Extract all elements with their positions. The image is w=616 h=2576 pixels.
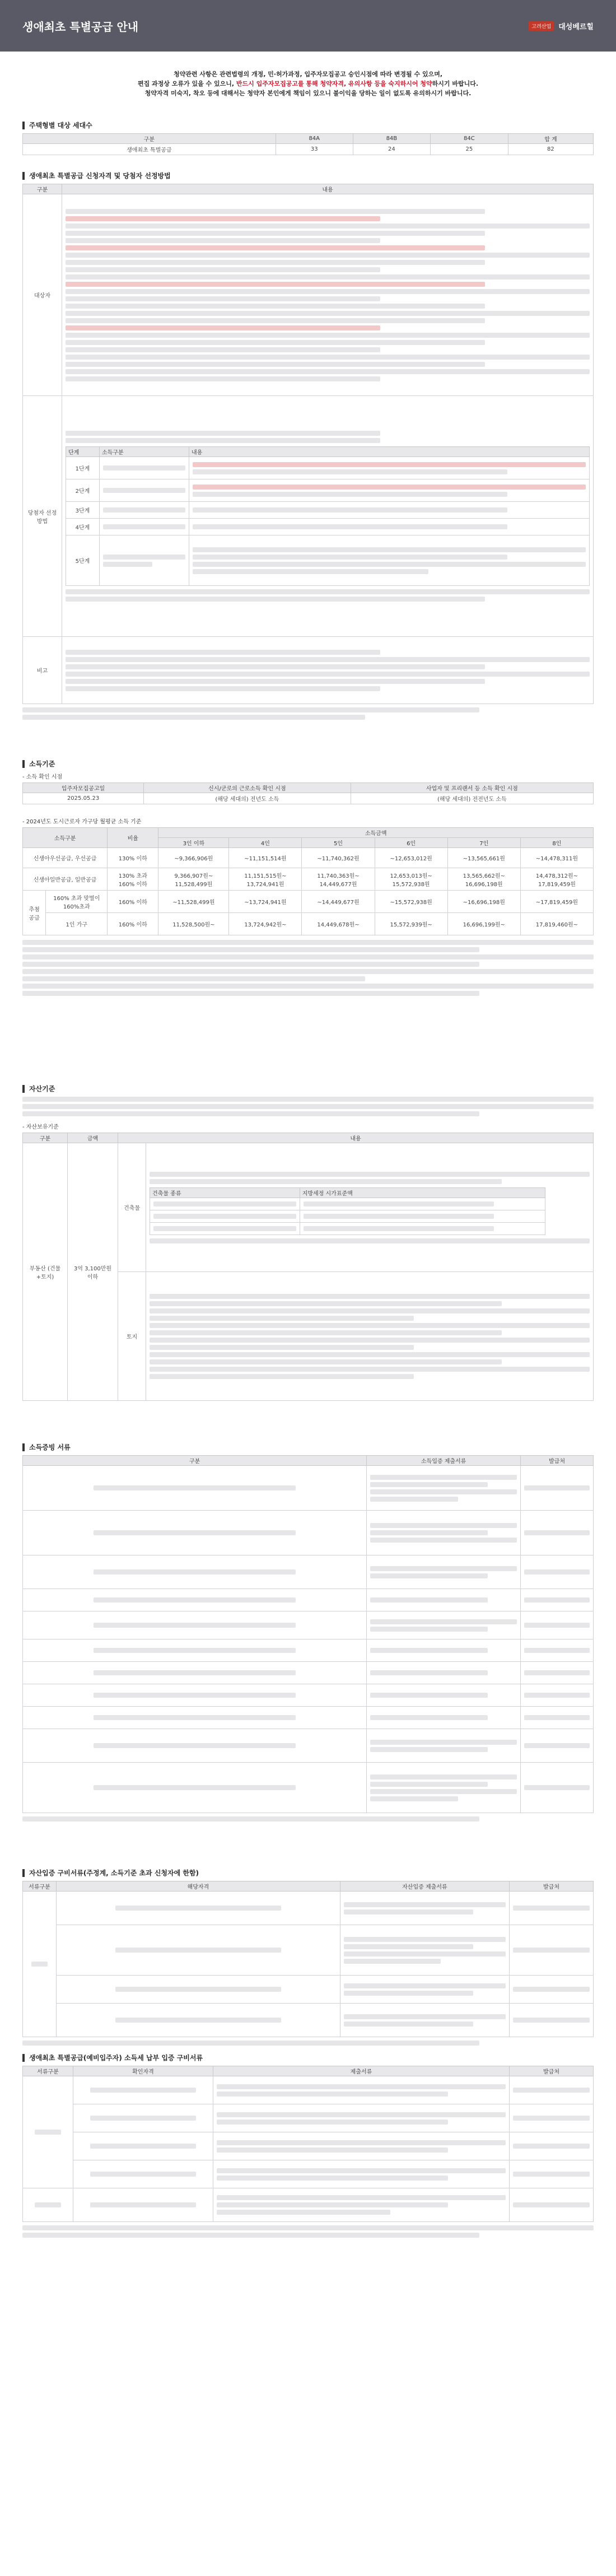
- table-header: 단계: [66, 447, 100, 457]
- table-header: 소득구분: [23, 828, 108, 848]
- table-cell: [367, 1763, 521, 1813]
- table-cell: [510, 2104, 594, 2132]
- table-cell: [510, 2160, 594, 2188]
- table-cell: ~15,572,938원: [375, 891, 447, 913]
- text-line: [22, 1104, 594, 1109]
- table-cell: [100, 502, 189, 519]
- table-cell: [57, 1892, 340, 1925]
- table-cell: [521, 1511, 594, 1555]
- table-header: 자산입증 제출서류: [340, 1881, 509, 1892]
- section-asset-docs: [22, 1868, 594, 2053]
- footnote-line: [22, 991, 479, 996]
- text-line: [66, 657, 590, 662]
- subsection-label: - 자산보유기준: [22, 1124, 59, 1130]
- table-cell: [23, 1555, 367, 1589]
- income-date-table: [22, 782, 594, 804]
- text-line: [22, 1111, 479, 1116]
- table-cell: ~14,449,677원: [302, 891, 375, 913]
- text-line: [66, 589, 590, 594]
- table-cell: [150, 1198, 300, 1210]
- text-line: [150, 1374, 414, 1379]
- section-title-text: 소득증빙 서류: [29, 1443, 71, 1451]
- table-cell: 1단계: [66, 457, 100, 479]
- table-cell: [510, 2004, 594, 2037]
- section-marker: [22, 1085, 25, 1093]
- table-cell: [23, 1684, 367, 1707]
- text-line: [22, 1097, 594, 1102]
- table-cell: [510, 1976, 594, 2004]
- text-line: [66, 223, 590, 229]
- table-cell: [510, 2076, 594, 2104]
- table-cell: 17,819,460원~: [520, 913, 593, 935]
- logo-badge: 고려산업: [529, 21, 554, 31]
- table-cell: [57, 2004, 340, 2037]
- table-cell: [340, 1925, 509, 1976]
- table-cell: [189, 457, 590, 479]
- text-line: [66, 318, 485, 323]
- text-line: [150, 1308, 590, 1313]
- table-header: 소득구분: [100, 447, 189, 457]
- table-cell: [23, 1639, 367, 1662]
- table-cell: [189, 502, 590, 519]
- section-eligibility: [22, 171, 594, 759]
- table-header: 내용: [118, 1133, 594, 1143]
- text-line: [66, 260, 485, 265]
- table-cell: 2025.05.23: [23, 793, 144, 804]
- table-cell: [367, 1662, 521, 1684]
- text-line: [66, 369, 590, 374]
- table-header: 금액: [68, 1133, 118, 1143]
- section-title-text: 생애최초 특별공급 신청자격 및 당첨자 선정방법: [29, 172, 171, 180]
- text-line: [150, 1316, 414, 1321]
- footnote-line: [22, 976, 365, 981]
- text-line: [66, 362, 485, 367]
- table-cell: 11,151,515원~ 13,724,941원: [229, 868, 302, 891]
- table-cell: [23, 1729, 367, 1763]
- income-docs-table: [22, 1455, 594, 1813]
- text-line: [66, 664, 485, 669]
- table-header: 내용: [189, 447, 590, 457]
- table-cell: ~12,653,012원: [375, 848, 447, 868]
- table-cell: [73, 2076, 213, 2104]
- footnote-line: [22, 954, 594, 959]
- land-content: [146, 1272, 594, 1401]
- text-line: [66, 216, 380, 221]
- table-header: 소득입증 제출서류: [367, 1456, 521, 1466]
- table-cell: [521, 1684, 594, 1707]
- table-cell: [367, 1729, 521, 1763]
- table-cell: [23, 1763, 367, 1813]
- table-cell: 160% 이하: [108, 913, 158, 935]
- table-cell: [521, 1466, 594, 1511]
- table-header: 확인자격: [73, 2066, 213, 2076]
- table-cell: 부동산 (건물+토지): [23, 1143, 68, 1401]
- section-income: [22, 759, 594, 1084]
- building-type-table: [150, 1187, 545, 1235]
- notice-line-2c: 하시기 바랍니다.: [432, 80, 479, 87]
- table-cell: 16,696,199원~: [447, 913, 520, 935]
- section-marker: [22, 1443, 25, 1451]
- text-line: [66, 245, 485, 250]
- text-line: [66, 274, 590, 280]
- text-line: [150, 1345, 414, 1350]
- table-cell: [23, 1511, 367, 1555]
- table-header: 3인 이하: [158, 838, 229, 848]
- target-content: [62, 194, 594, 396]
- table-cell: [367, 1555, 521, 1589]
- unit-count-table: [22, 133, 594, 155]
- table-header: 6인: [375, 838, 447, 848]
- table-cell: 추첨공급: [23, 891, 46, 935]
- table-cell: 신생아일반공급, 일반공급: [23, 868, 108, 891]
- section-title: [22, 759, 594, 768]
- tax-docs-table: [22, 2066, 594, 2222]
- table-header: 구분: [23, 1133, 68, 1143]
- table-header: 내용: [62, 184, 594, 194]
- table-cell: [100, 519, 189, 535]
- table-cell: 1인 가구: [46, 913, 108, 935]
- text-line: [66, 679, 485, 684]
- table-cell: [340, 1892, 509, 1925]
- table-cell: [150, 1222, 300, 1235]
- text-line: [150, 1294, 590, 1299]
- table-cell: [300, 1198, 545, 1210]
- table-cell: [23, 2188, 73, 2222]
- income-footnotes: [22, 940, 594, 996]
- table-header: 입주자모집공고일: [23, 783, 144, 793]
- table-cell: 33: [276, 144, 353, 155]
- row-label-remarks: 비고: [23, 637, 62, 704]
- text-line: [150, 1179, 502, 1184]
- text-line: [150, 1172, 590, 1177]
- notice-line-3: 청약자격 미숙지, 착오 등에 대해서는 청약자 본인에게 책임이 있으니 불이익을 당하는 일이 없도록 유의하시기 바랍니다.: [144, 90, 472, 97]
- footnote-line: [22, 940, 594, 945]
- footnote-line: [22, 962, 479, 967]
- notice-line-2b: 반드시 입주자모집공고를 통해 청약자격, 유의사항 등을 숙지하시어 청약: [236, 80, 432, 87]
- footnote-line: [22, 1816, 479, 1822]
- table-cell: [57, 1976, 340, 2004]
- remarks-content: [62, 637, 594, 704]
- table-cell: 9,366,907원~ 11,528,499원: [158, 868, 229, 891]
- text-line: [66, 289, 590, 294]
- notice-line-1: 청약관련 사항은 관련법령의 개정, 민·허가과정, 입주자모집공고 승인시점에 따라 변경될 수 있으며,: [173, 71, 443, 78]
- table-cell: ~17,819,459원: [520, 891, 593, 913]
- table-cell: 신생아우선공급, 우선공급: [23, 848, 108, 868]
- table-cell: [521, 1611, 594, 1639]
- text-line: [150, 1367, 590, 1372]
- table-cell: [100, 457, 189, 479]
- table-cell: [23, 1589, 367, 1611]
- table-cell: 2단계: [66, 479, 100, 502]
- table-cell: 토지: [118, 1272, 146, 1401]
- page-header: [0, 0, 616, 52]
- text-line: [150, 1352, 590, 1357]
- building-content: [146, 1143, 594, 1272]
- table-cell: (해당 세대의) 전전년도 소득: [351, 793, 593, 804]
- section-title: [22, 2053, 594, 2062]
- notice-line-2a: 편집 과정상 오류가 있을 수 있으니,: [137, 80, 236, 87]
- row-label-target: 대상자: [23, 194, 62, 396]
- table-cell: [150, 1210, 300, 1222]
- text-line: [150, 1359, 502, 1364]
- section-title: [22, 120, 594, 130]
- footnote-line: [22, 707, 479, 712]
- text-line: [66, 231, 485, 236]
- table-cell: [510, 2132, 594, 2160]
- table-header: 8인: [520, 838, 593, 848]
- section-unit-count: [22, 120, 594, 171]
- table-cell: 11,528,500원~: [158, 913, 229, 935]
- text-line: [66, 311, 590, 316]
- table-cell: [213, 2076, 510, 2104]
- section-title-text: 생애최초 특별공급(예비입주자) 소득세 납부 입증 구비서류: [29, 2054, 203, 2062]
- table-cell: [367, 1466, 521, 1511]
- table-cell: [510, 2188, 594, 2222]
- table-cell: [23, 1466, 367, 1511]
- table-header: 구분: [23, 184, 62, 194]
- table-header: 제출서류: [213, 2066, 510, 2076]
- table-cell: [23, 1662, 367, 1684]
- table-cell: [367, 1639, 521, 1662]
- row-label-selection: 당첨자 선정방법: [23, 396, 62, 637]
- table-cell: [213, 2104, 510, 2132]
- table-cell: 13,565,662원~ 16,696,198원: [447, 868, 520, 891]
- table-cell: [510, 1925, 594, 1976]
- table-header: 발급처: [510, 2066, 594, 2076]
- table-cell: 160% 이하: [108, 891, 158, 913]
- subsection-label: - 2024년도 도시근로자 가구당 월평균 소득 기준: [22, 819, 142, 825]
- table-header: 4인: [229, 838, 302, 848]
- footnote-line: [22, 947, 479, 952]
- table-cell: [73, 2104, 213, 2132]
- table-cell: [521, 1707, 594, 1729]
- table-header: 소득금액: [158, 828, 594, 838]
- table-cell: 14,478,312원~ 17,819,459원: [520, 868, 593, 891]
- text-line: [66, 282, 485, 287]
- text-line: [66, 376, 380, 381]
- table-cell: [521, 1729, 594, 1763]
- footnote-line: [22, 2233, 479, 2238]
- table-cell: ~16,696,198원: [447, 891, 520, 913]
- text-line: [66, 686, 380, 691]
- text-line: [150, 1323, 590, 1328]
- table-cell: 생애최초 특별공급: [23, 144, 276, 155]
- text-line: [150, 1330, 502, 1335]
- eligibility-table: [22, 184, 594, 704]
- footnote-line: [22, 715, 365, 720]
- table-cell: [340, 1976, 509, 2004]
- text-line: [66, 347, 380, 352]
- text-line: [66, 325, 380, 330]
- section-title: [22, 1084, 594, 1093]
- table-header: 해당자격: [57, 1881, 340, 1892]
- section-marker: [22, 1869, 25, 1877]
- table-cell: 3단계: [66, 502, 100, 519]
- table-cell: 3억 3,100만원 이하: [68, 1143, 118, 1401]
- table-cell: [23, 1707, 367, 1729]
- table-cell: [367, 1511, 521, 1555]
- table-cell: [100, 535, 189, 586]
- page-title: 생애최초 특별공급 안내: [22, 20, 139, 34]
- table-cell: ~13,565,661원: [447, 848, 520, 868]
- table-header: 서류구분: [23, 1881, 57, 1892]
- section-title-text: 자산기준: [29, 1085, 55, 1093]
- table-cell: ~14,478,311원: [520, 848, 593, 868]
- table-cell: [367, 1589, 521, 1611]
- text-line: [66, 340, 485, 345]
- table-cell: 160% 초과 맞벌이 160%초과: [46, 891, 108, 913]
- text-line: [66, 253, 590, 258]
- text-line: [66, 355, 590, 360]
- table-cell: [189, 479, 590, 502]
- table-header: 발급처: [510, 1881, 594, 1892]
- table-cell: 12,653,013원~ 15,572,938원: [375, 868, 447, 891]
- table-cell: ~11,740,362원: [302, 848, 375, 868]
- table-cell: [189, 519, 590, 535]
- asset-table: [22, 1133, 594, 1401]
- table-cell: [521, 1662, 594, 1684]
- text-line: [66, 597, 485, 602]
- text-line: [66, 209, 485, 214]
- notice-block: [34, 69, 582, 98]
- brand-logo: [529, 21, 594, 31]
- text-line: [66, 431, 380, 436]
- text-line: [66, 238, 380, 243]
- table-header: 7인: [447, 838, 520, 848]
- table-header: 지방세정 시가표준액: [300, 1187, 545, 1198]
- section-tax-docs: [22, 2053, 594, 2254]
- section-marker: [22, 2054, 25, 2062]
- table-header: 84C: [430, 134, 508, 144]
- section-marker: [22, 172, 25, 180]
- table-cell: (해당 세대의) 전년도 소득: [144, 793, 351, 804]
- table-cell: 25: [430, 144, 508, 155]
- footnote-line: [22, 984, 594, 989]
- table-cell: [189, 535, 590, 586]
- table-cell: [213, 2132, 510, 2160]
- income-stage-table: [66, 446, 590, 586]
- section-title: [22, 1442, 594, 1452]
- asset-docs-table: [22, 1881, 594, 2037]
- table-header: 신시/군로의 근로소득 확인 시점: [144, 783, 351, 793]
- table-cell: [521, 1763, 594, 1813]
- table-cell: [23, 1611, 367, 1639]
- table-cell: 82: [508, 144, 593, 155]
- table-cell: [100, 479, 189, 502]
- table-header: 84B: [353, 134, 430, 144]
- section-title-text: 자산입증 구비서류(주정계, 소득기준 초과 신청자에 한함): [29, 1869, 199, 1877]
- section-title: [22, 171, 594, 180]
- table-cell: [367, 1611, 521, 1639]
- table-cell: 15,572,939원~: [375, 913, 447, 935]
- table-header: 84A: [276, 134, 353, 144]
- table-cell: 11,740,363원~ 14,449,677원: [302, 868, 375, 891]
- text-line: [66, 650, 380, 655]
- selection-content: [62, 396, 594, 637]
- table-cell: 24: [353, 144, 430, 155]
- footnote-line: [22, 969, 594, 974]
- table-cell: [73, 2132, 213, 2160]
- section-marker: [22, 122, 25, 129]
- table-cell: [521, 1639, 594, 1662]
- section-title-text: 주택형별 대상 세대수: [29, 122, 92, 129]
- table-cell: ~13,724,941원: [229, 891, 302, 913]
- section-title-text: 소득기준: [29, 760, 55, 768]
- section-income-docs: [22, 1442, 594, 1868]
- table-cell: 130% 초과 160% 이하: [108, 868, 158, 891]
- table-cell: 14,449,678원~: [302, 913, 375, 935]
- subsection-label: - 소득 확인 시점: [22, 774, 63, 780]
- text-line: [66, 267, 380, 272]
- table-cell: [57, 1925, 340, 1976]
- notice-line-2: [34, 79, 582, 88]
- table-cell: 건축물: [118, 1143, 146, 1272]
- table-cell: [23, 2076, 73, 2188]
- table-header: 발급처: [521, 1456, 594, 1466]
- text-line: [66, 333, 590, 338]
- table-cell: [367, 1684, 521, 1707]
- footnote-line: [22, 2225, 594, 2230]
- table-cell: [213, 2188, 510, 2222]
- income-standard-table: [22, 827, 594, 935]
- table-cell: [510, 1892, 594, 1925]
- table-cell: [213, 2160, 510, 2188]
- logo-text: 대성베르힐: [558, 22, 594, 31]
- section-assets: [22, 1084, 594, 1442]
- table-header: 서류구분: [23, 2066, 73, 2076]
- table-cell: ~9,366,906원: [158, 848, 229, 868]
- table-cell: 130% 이하: [108, 848, 158, 868]
- section-marker: [22, 760, 25, 768]
- table-cell: [300, 1222, 545, 1235]
- table-cell: [73, 2188, 213, 2222]
- text-line: [150, 1338, 590, 1343]
- table-header: 구분: [23, 1456, 367, 1466]
- table-header: 5인: [302, 838, 375, 848]
- text-line: [66, 672, 590, 677]
- table-cell: 5단계: [66, 535, 100, 586]
- text-line: [150, 1238, 590, 1243]
- table-header: 합 계: [508, 134, 593, 144]
- table-cell: [300, 1210, 545, 1222]
- text-line: [150, 1301, 502, 1306]
- table-cell: [367, 1707, 521, 1729]
- table-cell: ~11,528,499원: [158, 891, 229, 913]
- table-cell: ~11,151,514원: [229, 848, 302, 868]
- text-line: [66, 438, 380, 443]
- footnote-line: [22, 2041, 479, 2046]
- table-cell: [521, 1555, 594, 1589]
- table-cell: [23, 1892, 57, 2037]
- table-cell: [521, 1589, 594, 1611]
- table-header: 사업자 및 프리랜서 등 소득 확인 시점: [351, 783, 593, 793]
- table-header: 구분: [23, 134, 276, 144]
- section-title: [22, 1868, 594, 1878]
- text-line: [66, 304, 485, 309]
- table-header: 비율: [108, 828, 158, 848]
- table-cell: [340, 2004, 509, 2037]
- table-cell: 13,724,942원~: [229, 913, 302, 935]
- text-line: [66, 296, 380, 301]
- table-header: 건축물 종류: [150, 1187, 300, 1198]
- table-cell: [73, 2160, 213, 2188]
- table-cell: 4단계: [66, 519, 100, 535]
